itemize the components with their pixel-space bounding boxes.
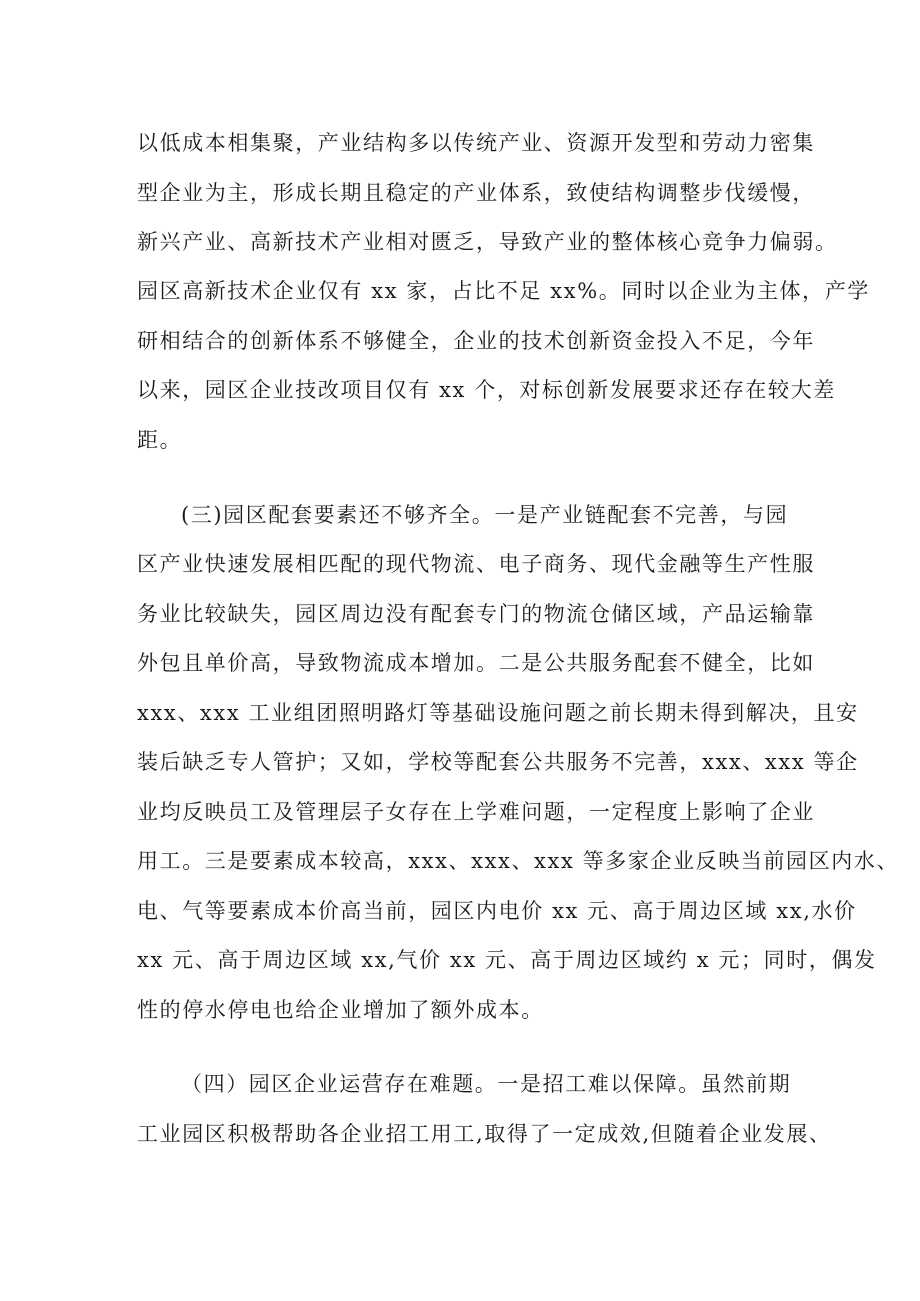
text-line: 研相结合的创新体系不够健全，企业的技术创新资金投入不足，今年	[137, 329, 815, 353]
text-line: 新兴产业、高新技术产业相对匮乏，导致产业的整体核心竞争力偏弱。	[137, 230, 838, 254]
text-line: 外包且单价高，导致物流成本增加。二是公共服务配套不健全，比如	[137, 651, 815, 675]
text-line: xx 元、高于周边区域 xx,气价 xx 元、高于周边区域约 x 元；同时，偶发	[137, 948, 877, 972]
paragraph-heading-line: （四）园区企业运营存在难题。一是招工难以保障。虽然前期	[181, 1072, 792, 1096]
paragraph-heading-line: (三)园区配套要素还不够齐全。一是产业链配套不完善，与园	[181, 503, 789, 527]
text-line: 电、气等要素成本价高当前，园区内电价 xx 元、高于周边区域 xx,水价	[137, 899, 857, 923]
text-line: 距。	[137, 428, 183, 452]
text-line: 性的停水停电也给企业增加了额外成本。	[137, 998, 544, 1022]
text-line: 装后缺乏专人管护；又如，学校等配套公共服务不完善，xxx、xxx 等企	[137, 750, 859, 774]
text-line: 以低成本相集聚，产业结构多以传统产业、资源开发型和劳动力密集	[137, 131, 815, 155]
text-line: 园区高新技术企业仅有 xx 家，占比不足 xx%。同时以企业为主体，产学	[137, 279, 870, 303]
text-line: 工业园区积极帮助各企业招工用工,取得了一定成效,但随着企业发展、	[137, 1122, 832, 1146]
text-line: 用工。三是要素成本较高，xxx、xxx、xxx 等多家企业反映当前园区内水、	[137, 849, 900, 873]
text-line: 以来，园区企业技改项目仅有 xx 个，对标创新发展要求还存在较大差	[137, 378, 836, 402]
text-line: 区产业快速发展相匹配的现代物流、电子商务、现代金融等生产性服	[137, 552, 815, 576]
text-line: 业均反映员工及管理层子女存在上学难问题，一定程度上影响了企业	[137, 800, 815, 824]
text-line: 务业比较缺失，园区周边没有配套专门的物流仓储区域，产品运输靠	[137, 602, 815, 626]
text-line: xxx、xxx 工业组团照明路灯等基础设施问题之前长期未得到解决，且安	[137, 701, 859, 725]
text-line: 型企业为主，形成长期且稳定的产业体系，致使结构调整步伐缓慢，	[137, 181, 815, 205]
